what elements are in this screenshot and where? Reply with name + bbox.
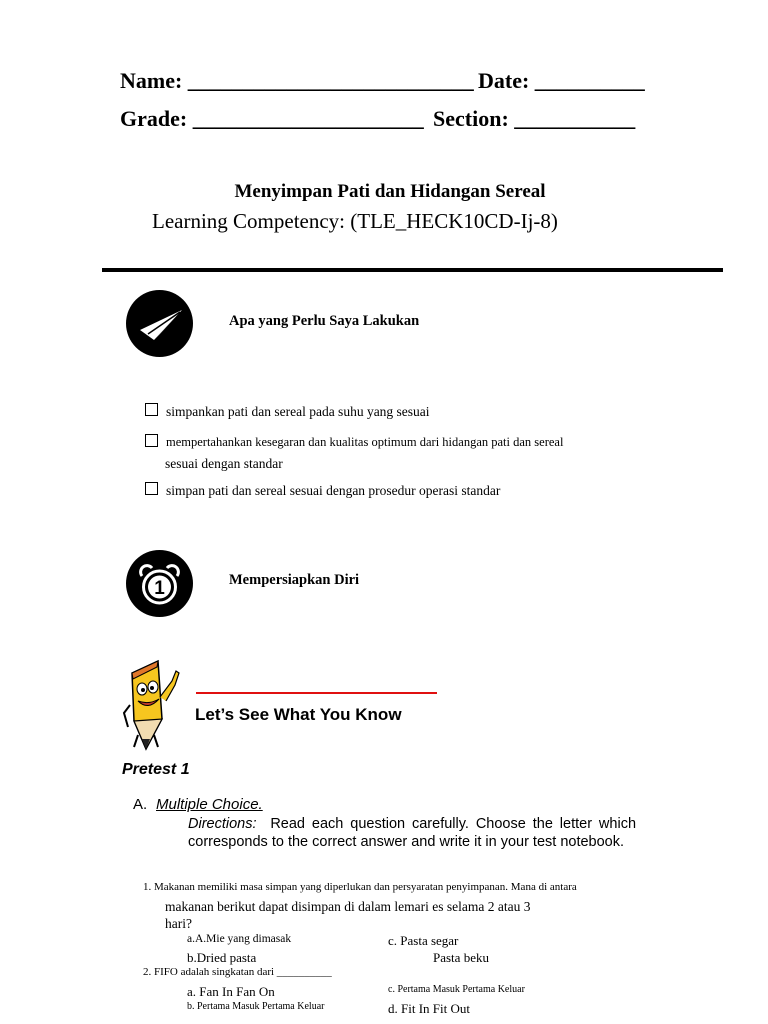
- accent-underline: [196, 692, 437, 694]
- answer-option: b.Dried pasta: [187, 950, 257, 965]
- answer-option: b. Pertama Masuk Pertama Keluar: [187, 1001, 325, 1012]
- alarm-clock-icon: [126, 550, 193, 617]
- part-letter: A.: [133, 796, 148, 813]
- objective-item: simpankan pati dan sereal pada suhu yang sesuai: [166, 404, 430, 419]
- directions-text: Read each question carefully. Choose the letter which corresponds to the correct answer and write it in your test notebook.: [188, 816, 637, 850]
- learning-competency: Learning Competency: (TLE_HECK10CD-Ij-8): [152, 209, 558, 233]
- directions: [188, 815, 636, 851]
- paper-plane-icon: [126, 290, 193, 357]
- question-text-continued: hari?: [165, 916, 192, 931]
- checkbox[interactable]: [145, 434, 158, 447]
- question-text: 1. Makanan memiliki masa simpan yang diperlukan dan persyaratan penyimpanan. Mana di antara: [143, 881, 577, 893]
- question-text: 2. FIFO adalah singkatan dari __________: [143, 966, 332, 978]
- objective-item-continued: sesuai dengan standar: [165, 456, 283, 471]
- divider-rule: [102, 268, 723, 272]
- section-field-label: Section: ___________: [433, 106, 636, 131]
- part-title: Multiple Choice.: [156, 796, 263, 813]
- answer-option: c. Pertama Masuk Pertama Keluar: [388, 984, 525, 995]
- checkbox[interactable]: [145, 403, 158, 416]
- answer-option: d. Fit In Fit Out: [388, 1001, 470, 1016]
- objective-item: simpan pati dan sereal sesuai dengan prosedur operasi standar: [166, 483, 501, 498]
- answer-option: c. Pasta segar: [388, 933, 459, 948]
- prepare-heading: Mempersiapkan Diri: [229, 572, 360, 588]
- question-text-continued: makanan berikut dapat disimpan di dalam lemari es selama 2 atau 3: [165, 899, 531, 914]
- directions-label: Directions:: [188, 816, 257, 832]
- know-heading: Let’s See What You Know: [195, 705, 402, 724]
- grade-field-label: Grade: _____________________: [120, 106, 424, 131]
- svg-text:1: 1: [154, 578, 165, 599]
- pretest-title: Pretest 1: [122, 761, 190, 778]
- what-to-do-heading: Apa yang Perlu Saya Lakukan: [229, 313, 420, 329]
- answer-option: a. Fan In Fan On: [187, 984, 275, 999]
- pencil-mascot-icon: [122, 657, 184, 752]
- checkbox[interactable]: [145, 482, 158, 495]
- page-title: Menyimpan Pati dan Hidangan Sereal: [234, 181, 546, 202]
- answer-option: a.A.Mie yang dimasak: [187, 933, 292, 945]
- name-field-label: Name: __________________________: [120, 68, 474, 93]
- objective-item: mempertahankan kesegaran dan kualitas optimum dari hidangan pati dan sereal: [166, 435, 564, 449]
- date-field-label: Date: __________: [478, 68, 645, 93]
- answer-option: Pasta beku: [433, 950, 489, 965]
